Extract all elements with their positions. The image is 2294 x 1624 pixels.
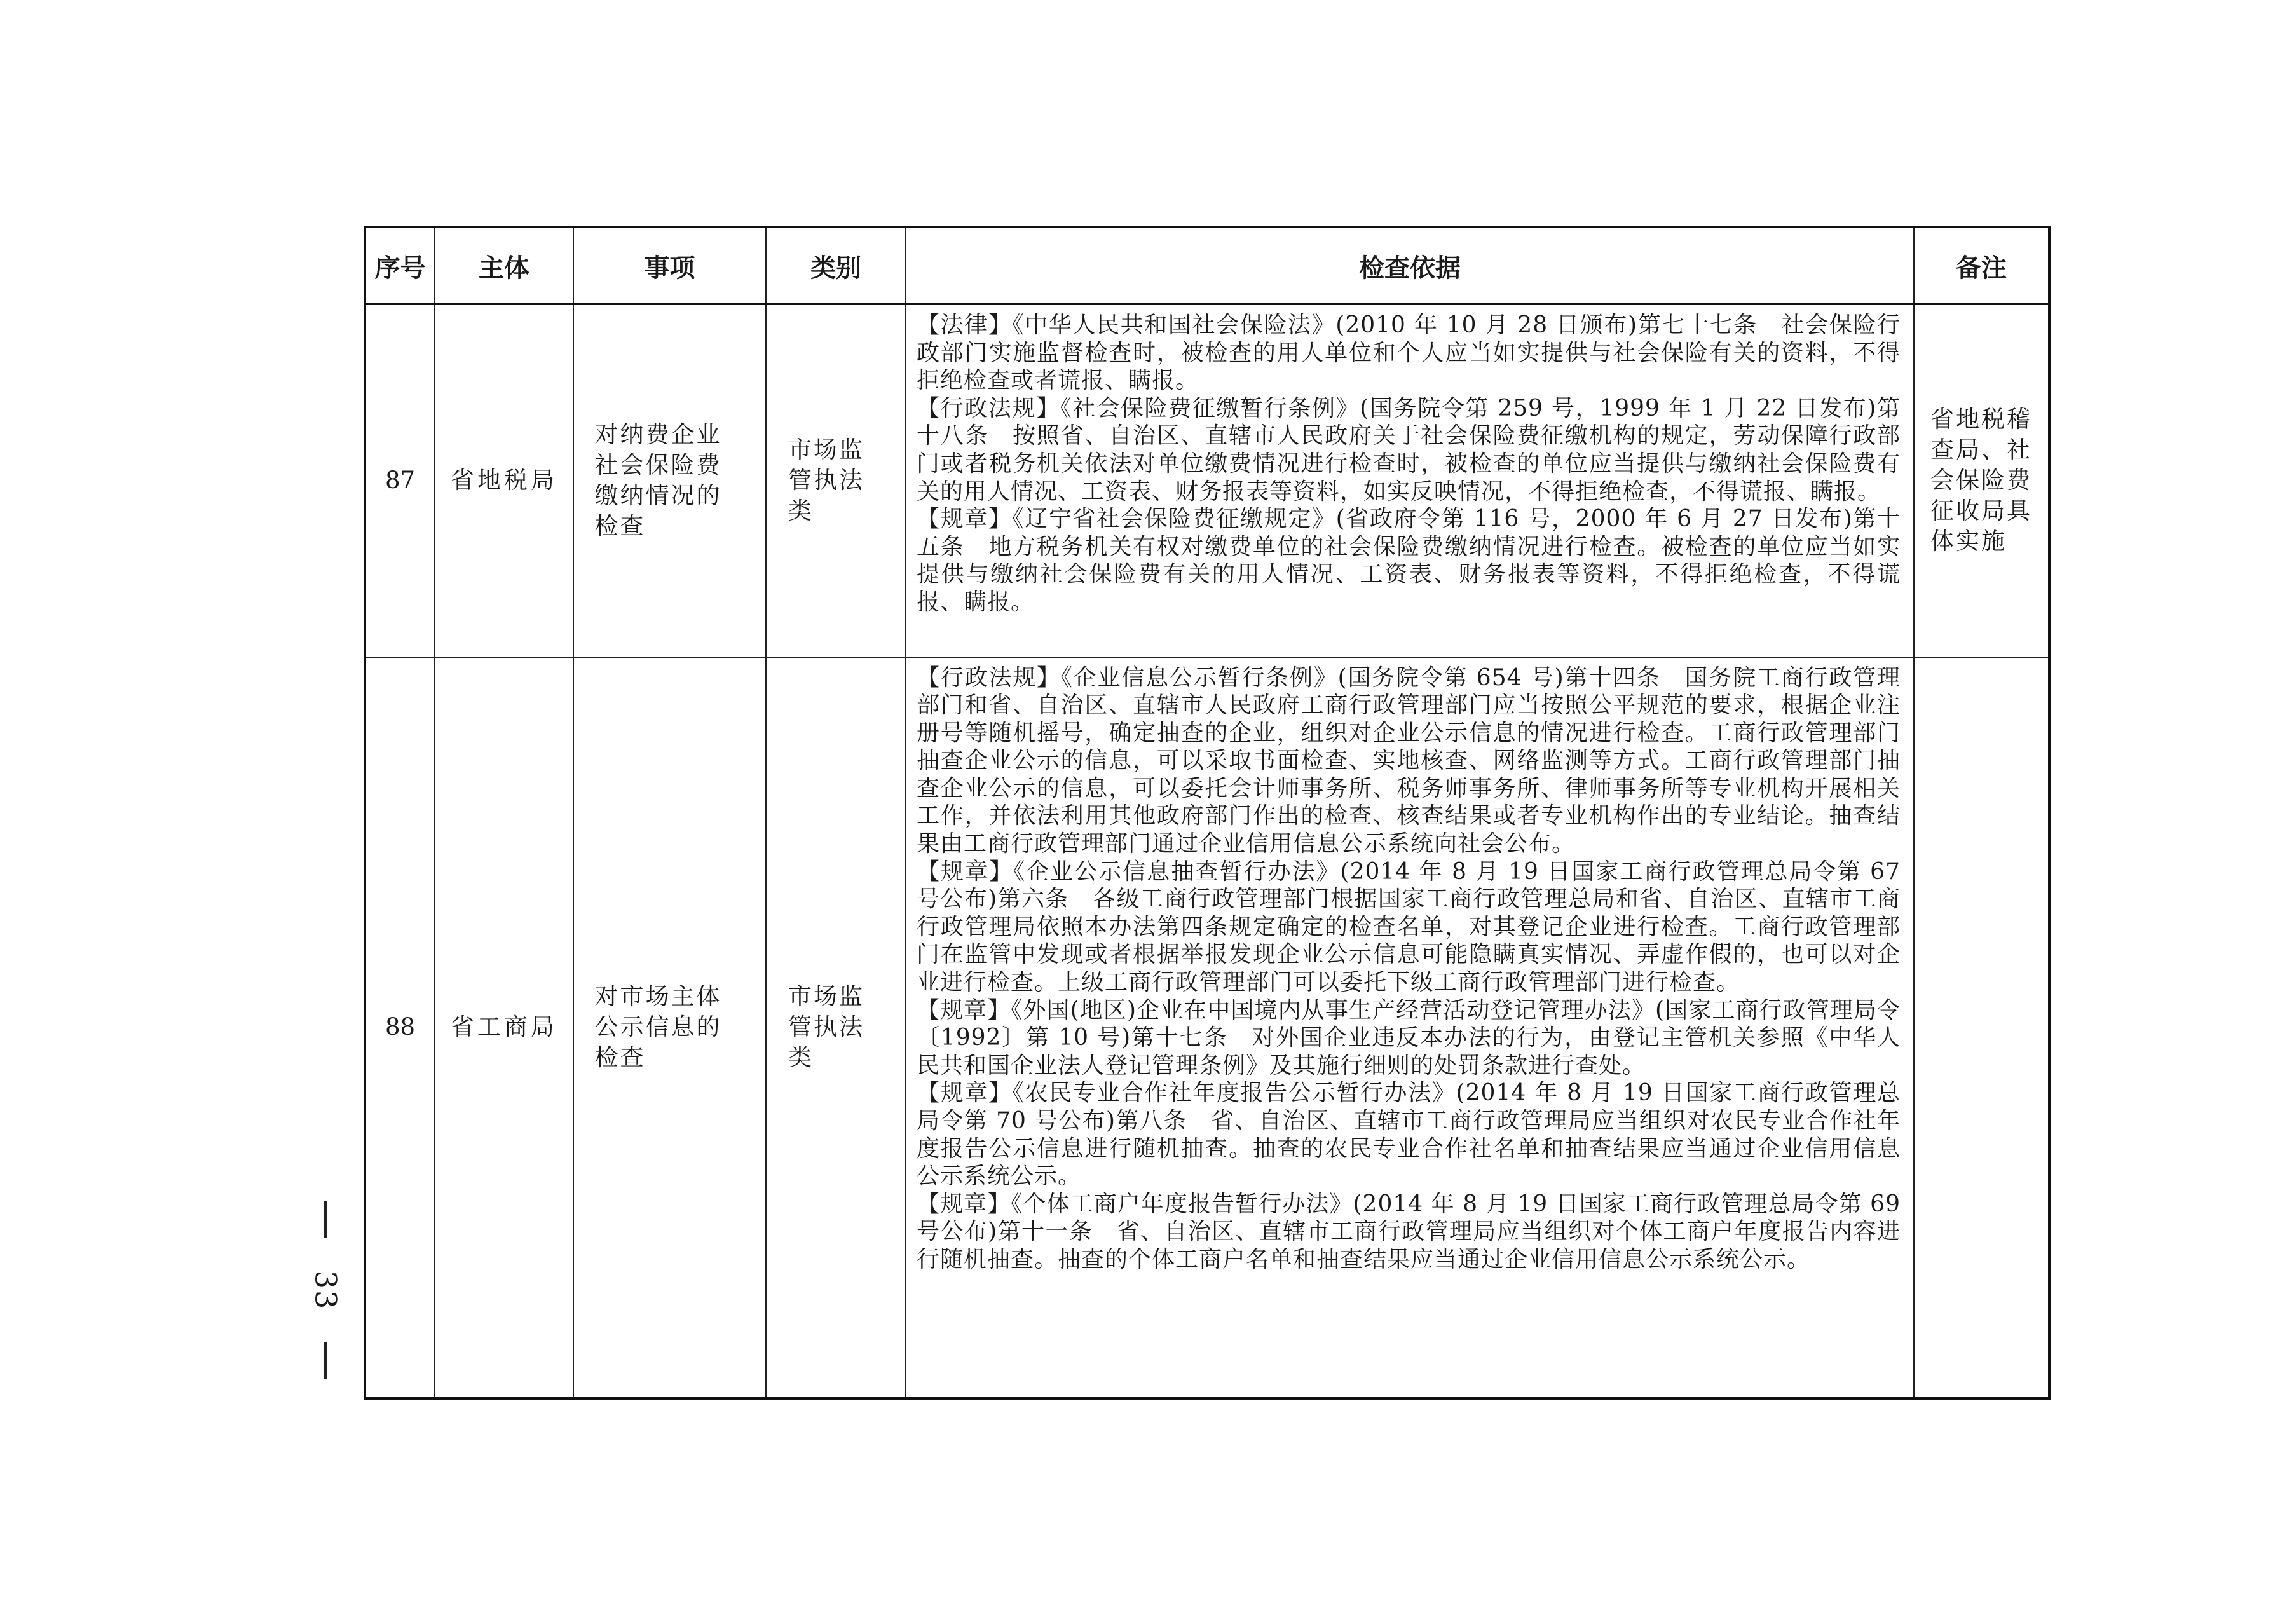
row-category-text: 市场监管执法类 [788, 436, 864, 525]
row-category [766, 657, 906, 1398]
header-category: 类别 [766, 227, 906, 304]
row-basis [906, 304, 1914, 657]
row-subject [435, 657, 573, 1398]
row-subject [435, 304, 573, 657]
page-number-text: 33 [308, 1270, 343, 1311]
basis-paragraph: 【行政法规】《社会保险费征缴暂行条例》(国务院令第 259 号，1999 年 1 月 22 日发布)第十八条 按照省、自治区、直辖市人民政府关于社会保险费征缴机构的规定，劳动保障行政部门或者税务机关依法对单位缴费情况进行检查时，被检查的单位应当提供与缴纳社会保险费有关的用人情况、工资表、财务报表等资料，如实反映情况，不得拒绝检查，不得谎报、瞒报。 [917, 395, 1901, 505]
page-number-dash-bottom [324, 1342, 327, 1379]
row-seq-text: 87 [385, 467, 416, 495]
row-item-text: 对市场主体公示信息的检查 [594, 983, 722, 1071]
basis-paragraph: 【规章】《个体工商户年度报告暂行办法》(2014 年 8 月 19 日国家工商行政管理总局令第 69 号公布)第十一条 省、自治区、直辖市工商行政管理局应当组织对个体工商户年度报告内容进行随机抽查。抽查的个体工商户名单和抽查结果应当通过企业信用信息公示系统公示。 [917, 1191, 1901, 1273]
row-seq [365, 304, 435, 657]
page-number-dash-top [324, 1201, 327, 1238]
row-category [766, 304, 906, 657]
regulation-table [364, 226, 2051, 1400]
header-remark: 备注 [1914, 227, 2049, 304]
row-item-text: 对纳费企业社会保险费缴纳情况的检查 [594, 421, 722, 540]
row-remark-text: 省地税稽查局、社会保险费征收局具体实施 [1930, 406, 2032, 556]
row-item [573, 304, 766, 657]
table-row [365, 304, 2049, 657]
page-number [287, 1201, 364, 1379]
basis-paragraph: 【规章】《农民专业合作社年度报告公示暂行办法》(2014 年 8 月 19 日国家工商行政管理总局令第 70 号公布)第八条 省、自治区、直辖市工商行政管理局应当组织对农民专业合作社年度报告公示信息进行随机抽查。抽查的农民专业合作社名单和抽查结果应当通过企业信用信息公示系统公示。 [917, 1080, 1901, 1190]
header-item: 事项 [573, 227, 766, 304]
row-remark [1914, 304, 2049, 657]
row-subject-text: 省工商局 [451, 1013, 557, 1041]
table-row [365, 657, 2049, 1398]
row-remark [1914, 657, 2049, 1398]
header-basis: 检查依据 [906, 227, 1914, 304]
row-item [573, 657, 766, 1398]
header-subject: 主体 [435, 227, 573, 304]
basis-paragraph: 【规章】《企业公示信息抽查暂行办法》(2014 年 8 月 19 日国家工商行政管理总局令第 67 号公布)第六条 各级工商行政管理部门根据国家工商行政管理总局和省、自治区、直辖市工商行政管理局依照本办法第四条规定确定的检查名单，对其登记企业进行检查。工商行政管理部门在监管中发现或者根据举报发现企业公示信息可能隐瞒真实情况、弄虚作假的，也可以对企业进行检查。上级工商行政管理部门可以委托下级工商行政管理部门进行检查。 [917, 858, 1901, 996]
table-header-row [365, 227, 2049, 304]
row-seq [365, 657, 435, 1398]
row-category-text: 市场监管执法类 [788, 983, 864, 1071]
basis-paragraph: 【行政法规】《企业信息公示暂行条例》(国务院令第 654 号)第十四条 国务院工商行政管理部门和省、自治区、直辖市人民政府工商行政管理部门应当按照公平规范的要求，根据企业注册号等随机摇号，确定抽查的企业，组织对企业公示信息的情况进行检查。工商行政管理部门抽查企业公示的信息，可以采取书面检查、实地核查、网络监测等方式。工商行政管理部门抽查企业公示的信息，可以委托会计师事务所、税务师事务所、律师事务所等专业机构开展相关工作，并依法利用其他政府部门作出的检查、核查结果或者专业机构作出的专业结论。抽查结果由工商行政管理部门通过企业信用信息公示系统向社会公布。 [917, 664, 1901, 857]
row-basis [906, 657, 1914, 1398]
basis-paragraph: 【规章】《辽宁省社会保险费征缴规定》(省政府令第 116 号，2000 年 6 月 27 日发布)第十五条 地方税务机关有权对缴费单位的社会保险费缴纳情况进行检查。被检查的单位应当如实提供与缴纳社会保险费有关的用人情况、工资表、财务报表等资料，不得拒绝检查，不得谎报、瞒报。 [917, 506, 1901, 615]
basis-paragraph: 【法律】《中华人民共和国社会保险法》(2010 年 10 月 28 日颁布)第七十七条 社会保险行政部门实施监督检查时，被检查的用人单位和个人应当如实提供与社会保险有关的资料，不得拒绝检查或者谎报、瞒报。 [917, 312, 1901, 394]
row-subject-text: 省地税局 [451, 467, 557, 495]
row-seq-text: 88 [385, 1013, 416, 1041]
header-seq: 序号 [365, 227, 435, 304]
basis-paragraph: 【规章】《外国(地区)企业在中国境内从事生产经营活动登记管理办法》(国家工商行政管理局令〔1992〕第 10 号)第十七条 对外国企业违反本办法的行为，由登记主管机关参照《中华人民共和国企业法人登记管理条例》及其施行细则的处罚条款进行查处。 [917, 997, 1901, 1079]
